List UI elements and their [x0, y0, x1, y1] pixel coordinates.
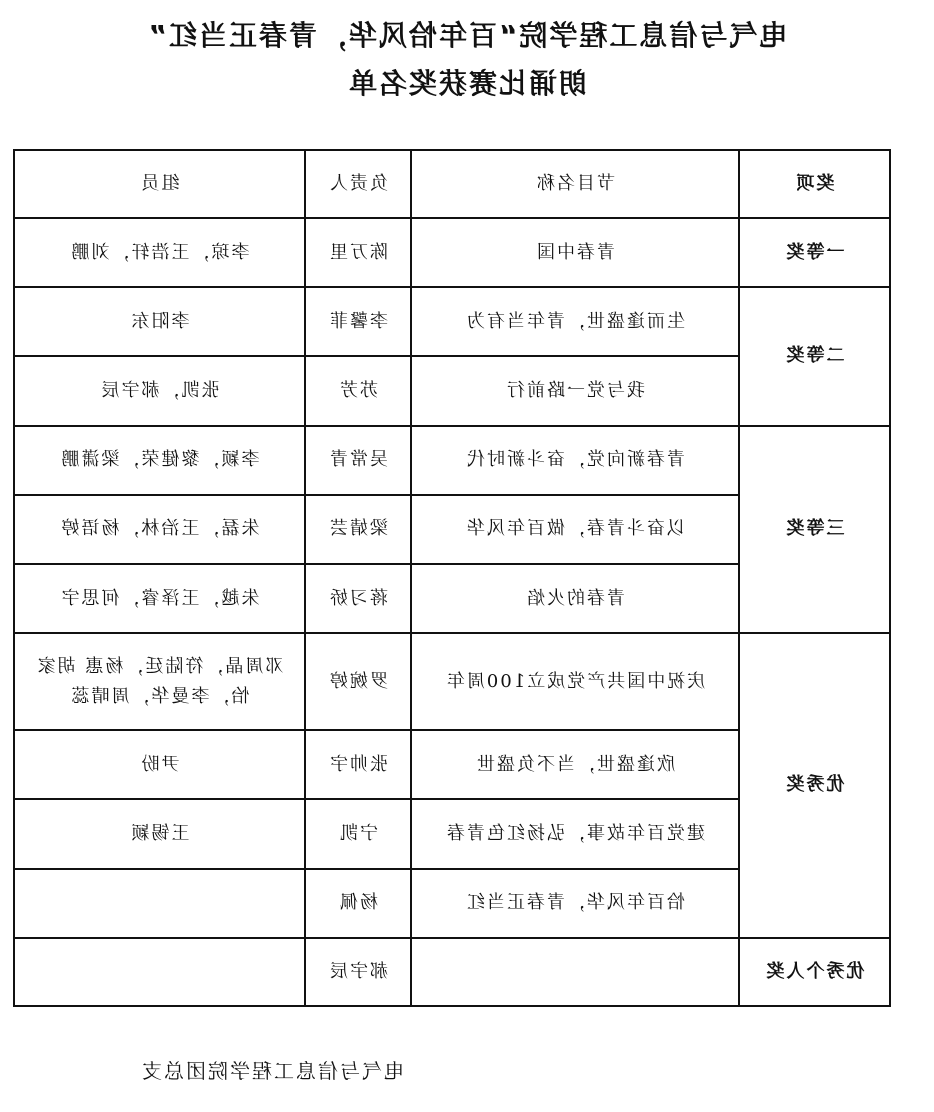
members-cell: 朱磊，王治林，杨语婷 [14, 495, 305, 564]
leader-cell: 陈万里 [305, 218, 411, 287]
members-cell: 李琼，王浩轩，刘鹏 [14, 218, 305, 287]
page-subtitle: 朗诵比赛获奖名单 [347, 67, 588, 100]
program-cell: 青春新向党，奋斗新时代 [411, 426, 739, 495]
members-cell: 张凯，郝宇辰 [14, 356, 305, 425]
header-leader: 负责人 [305, 150, 411, 218]
leader-cell: 梁婧芸 [305, 495, 411, 564]
leader-cell: 杨佩 [305, 869, 411, 938]
program-cell: 欣逢盛世，当不负盛世 [411, 730, 739, 799]
leader-cell: 苏芳 [305, 356, 411, 425]
program-cell: 我与党一路前行 [411, 356, 739, 425]
leader-cell: 罗婉婷 [305, 633, 411, 730]
page-title: 电气与信息工程学院“百年恰风华，青春正当红” [146, 19, 788, 52]
table-row [14, 938, 890, 1006]
table-row [14, 218, 890, 287]
leader-cell: 张帅宇 [305, 730, 411, 799]
members-cell [14, 869, 305, 938]
award-third: 三等奖 [739, 426, 890, 634]
header-members: 组员 [14, 150, 305, 218]
header-program: 节目名称 [411, 150, 739, 218]
program-cell: 青春的火焰 [411, 564, 739, 633]
members-cell: 尹盼 [14, 730, 305, 799]
members-cell [14, 938, 305, 1006]
table-row [14, 633, 890, 730]
table-header-row [14, 150, 890, 218]
award-second: 二等奖 [739, 287, 890, 425]
award-excellent: 优秀奖 [739, 633, 890, 938]
footer-signature: 电气与信息工程学院团总支 [140, 1059, 404, 1083]
header-award: 奖项 [739, 150, 890, 218]
award-individual: 优秀个人奖 [739, 938, 890, 1006]
award-first: 一等奖 [739, 218, 890, 287]
members-cell: 李阳东 [14, 287, 305, 356]
leader-cell: 宁凯 [305, 799, 411, 868]
table-row [14, 287, 890, 356]
members-cell: 王锡颖 [14, 799, 305, 868]
program-cell: 生而逢盛世，青年当有为 [411, 287, 739, 356]
leader-cell: 吴常青 [305, 426, 411, 495]
program-cell: 以奋斗青春，做百年风华 [411, 495, 739, 564]
members-cell: 邓周晶，符陆廷，杨惠 胡家怡，李曼华，周晴蕊 [14, 633, 305, 730]
program-cell: 庆祝中国共产党成立100周年 [411, 633, 739, 730]
program-cell: 恰百年风华，青春正当红 [411, 869, 739, 938]
leader-cell: 蒋习娇 [305, 564, 411, 633]
leader-cell: 李馨菲 [305, 287, 411, 356]
members-cell: 李颖，黎健荣，梁潇鹏 [14, 426, 305, 495]
table-row [14, 426, 890, 495]
members-cell: 朱越，王泽睿，何思宇 [14, 564, 305, 633]
program-cell: 青春中国 [411, 218, 739, 287]
leader-cell: 郝宇辰 [305, 938, 411, 1006]
awards-table [13, 149, 891, 1007]
program-cell [411, 938, 739, 1006]
program-cell: 建党百年故事，弘扬红色青春 [411, 799, 739, 868]
